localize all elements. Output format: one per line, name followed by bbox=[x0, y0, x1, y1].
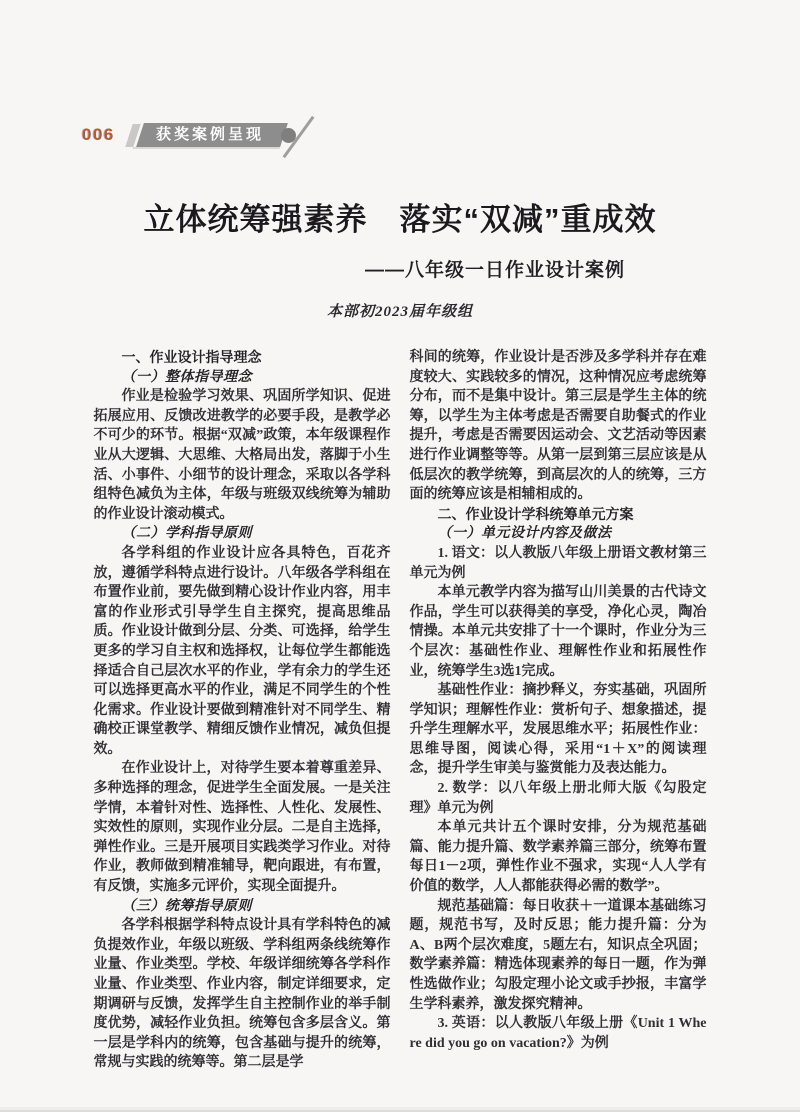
document-subtitle: ——八年级一日作业设计案例 bbox=[364, 260, 625, 281]
article-paragraph: 在作业设计上，对待学生要本着尊重差异、多种选择的理念，促进学生全面发展。一是关注学情，本着针对性、选择性、人性化、发展性、实效性的原则，实现作业分层。二是自主选择，弹性作业。三是开展项目实践类学习作业。对待作业，教师做到精准辅导，靶向跟进，有布置，有反馈，实施多元评价，实现全面提升。 bbox=[93, 761, 391, 895]
article-column-right bbox=[410, 348, 707, 1053]
article-paragraph: 本单元教学内容为描写山川美景的古代诗文作品，学生可以获得美的享受，净化心灵，陶冶情操。本单元共安排了十一个课时，作业分为三个层次：基础性作业、理解性作业和拓展性作业，统筹学生3选1完成。 bbox=[409, 585, 707, 679]
badge-label: 获奖案例呈现 bbox=[155, 126, 264, 143]
section-badge bbox=[129, 123, 284, 147]
article-paragraph: 各学科组的作业设计应各具特色，百花齐放，遵循学科特点进行设计。八年级各学科组在布置作业前，要先做到精心设计作业内容，用丰富的作业形式引导学生自主探究，提高思维品质。作业设计做到分层、分类、可选择，给学生更多的学习自主权和选择权，让每位学生都能选择适合自己层次水平的作业，学有余力的学生还可以选择更高水平的作业，满足不同学生的个性化需求。作业设计要做到精准针对不同学生、精确校正课堂教学、精细反馈作业情况，减负但提效。 bbox=[93, 545, 391, 757]
article-paragraph: 本单元共计五个课时安排，分为规范基础篇、能力提升篇、数学素养篇三部分，统筹布置每日1－2项，弹性作业不强求，实现“人人学有价值的数学，人人都能获得必需的数学”。 bbox=[409, 820, 707, 895]
article-paragraph: 3. 英语：以人教版八年级上册《Unit 1 Where did you go on vacation?》为例 bbox=[409, 1016, 707, 1051]
page-header bbox=[82, 123, 284, 147]
article-subsection-heading: （二）学科指导原则 bbox=[121, 526, 252, 542]
article-section-heading: 二、作业设计学科统筹单元方案 bbox=[437, 505, 634, 522]
article-body bbox=[94, 348, 707, 1073]
article-paragraph: 规范基础篇：每日收获＋一道课本基础练习题，规范书写，及时反思；能力提升篇：分为A、B两个层次难度，5题左右，知识点全巩固；数学素养篇：精选体现素养的每日一题，作为弹性选做作业；勾股定理小论文或手抄报，丰富学生学科素养，激发探究精神。 bbox=[409, 898, 707, 1012]
badge-ribbon bbox=[133, 123, 288, 147]
article-subsection-heading: （三）统筹指导原则 bbox=[121, 898, 252, 914]
page-number: 006 bbox=[82, 125, 115, 144]
article-paragraph: 基础性作业：摘抄释义，夯实基础，巩固所学知识；理解性作业：赏析句子、想象描述，提升学生理解水平，发展思维水平；拓展性作业：思维导图，阅读心得，采用“1＋X”的阅读理念，提升学生审美与鉴赏能力及表达能力。 bbox=[409, 683, 707, 777]
article-paragraph: 各学科根据学科特点设计具有学科特色的减负提效作业，年级以班级、学科组两条线统筹作业量、作业类型。学校、年级详细统筹各学科作业量、作业类型、作业内容，制定详细要求，定期调研与反馈，发挥学生自主控制作业的举手制度优势，减轻作业负担。统筹包含多层含义。第一层是学科内的统筹，包含基础与提升的统筹，常规与实践的统筹等。第二层是学 bbox=[93, 918, 391, 1071]
article-paragraph: 作业是检验学习效果、巩固所学知识、促进拓展应用、反馈改进教学的必要手段，是教学必不可少的环节。根据“双减”政策，本年级课程作业从大逻辑、大思维、大格局出发，落脚于小生活、小事件、小细节的设计理念，采取以各学科组特色减负为主体，年级与班级双线统筹为辅助的作业设计滚动模式。 bbox=[93, 389, 391, 522]
article-paragraph: 科间的统筹，作业设计是否涉及多学科并存在难度较大、实践较多的情况，这种情况应考虑统筹分布，而不是集中设计。第三层是学生主体的统筹，以学生为主体考虑是否需要自助餐式的作业提升，考虑是否需要因运动会、文艺活动等因素进行作业调整等等。从第一层到第三层应该是从低层次的教学统筹，到高层次的人的统筹，三方面的统筹应该是相辅相成的。 bbox=[409, 350, 707, 503]
dot-decoration bbox=[281, 128, 296, 143]
article-subsection-heading: （一）单元设计内容及做法 bbox=[437, 526, 612, 542]
article-column-left bbox=[94, 348, 391, 1073]
article-paragraph: 2. 数学：以八年级上册北师大版《勾股定理》单元为例 bbox=[409, 781, 707, 816]
document-title: 立体统筹强素养 落实“双减”重成效 bbox=[143, 202, 657, 237]
document-author: 本部初2023届年级组 bbox=[326, 304, 473, 320]
article-section-heading: 一、作业设计指导理念 bbox=[121, 349, 262, 365]
article-paragraph: 1. 语文：以人教版八年级上册语文教材第三单元为例 bbox=[409, 545, 707, 581]
article-subsection-heading: （一）整体指导理念 bbox=[121, 369, 252, 385]
